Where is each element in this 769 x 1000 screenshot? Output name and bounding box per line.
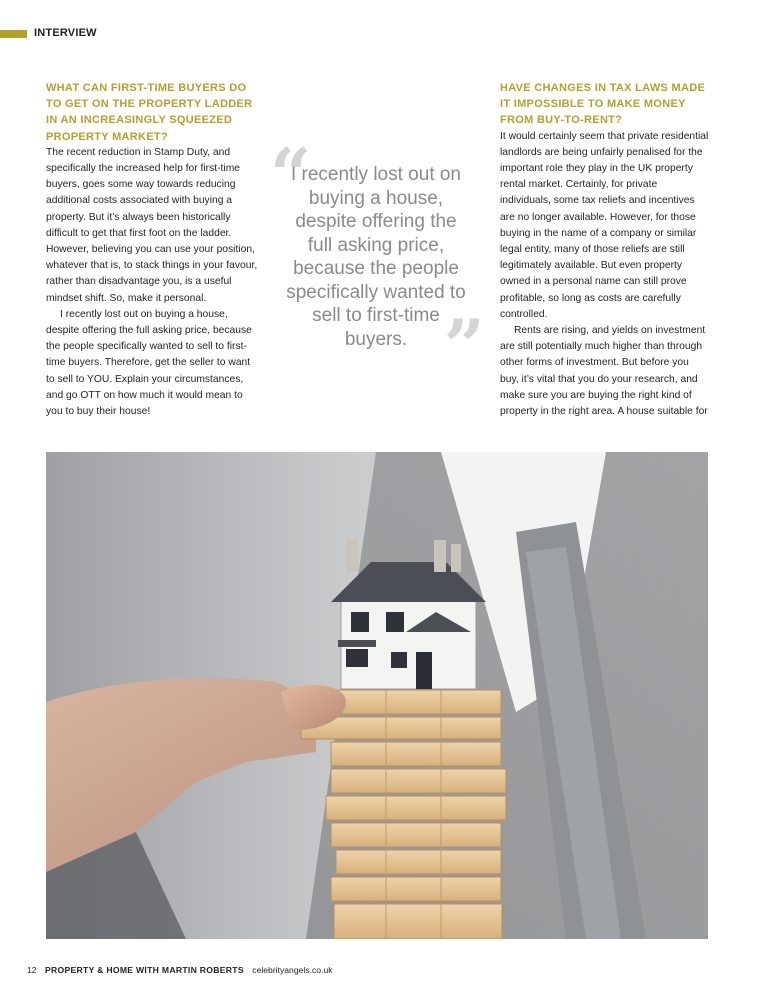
- left-column: [46, 80, 258, 420]
- left-column-heading: WHAT CAN FIRST-TIME BUYERS DO TO GET ON THE PROPERTY LADDER IN AN INCREASINGLY SQUEEZED PROPERTY MARKET?: [46, 82, 253, 143]
- section-label: INTERVIEW: [34, 27, 97, 39]
- close-quote-mark: ”: [443, 303, 485, 388]
- open-quote-mark: “: [270, 132, 312, 217]
- article-photo: [46, 452, 708, 939]
- website-link[interactable]: celebrityangels.co.uk: [252, 965, 333, 975]
- right-column-paragraph: Rents are rising, and yields on investment are still potentially much higher than through other forms of investment. But before you buy, it’s vital that you do your research, and make sure you are buying the right kind of property in the right area. A house suitable for: [500, 325, 708, 418]
- page-footer: [27, 965, 333, 975]
- right-column-paragraph: It would certainly seem that private residential landlords are being unfairly penalised for the important role they play in the UK property rental market. Certainly, for private individuals, some tax reliefs and incentives are no longer available. However, for those buying in the name of a company or similar legal entity, many of those reliefs are still legitimately available. But even property owned in a personal name can still prove profitable, so long as costs are carefully controlled.: [500, 130, 709, 320]
- pull-quote: [270, 132, 485, 388]
- right-column-heading: HAVE CHANGES IN TAX LAWS MADE IT IMPOSSIBLE TO MAKE MONEY FROM BUY-TO-RENT?: [500, 82, 706, 127]
- left-column-paragraph: The recent reduction in Stamp Duty, and specifically the increased help for first-time buyers, goes some way towards reducing additional costs associated with buying a property. But it’s always been historically difficult to get that first foot on the ladder. However, believing you can use your position, whatever that is, to stack things in your favour, rather than disadvantage you, is a useful mindset shift. So, make it personal.: [46, 146, 258, 304]
- pull-quote-text: I recently lost out on buying a house, despite offering the full asking price, because the people specifically wanted to sell to first-time buyers.: [286, 164, 466, 350]
- section-accent-bar: [0, 30, 27, 38]
- left-column-paragraph: I recently lost out on buying a house, despite offering the full asking price, because the people specifically wanted to sell to first-time buyers. Therefore, get the seller to want to sell to YOU. Explain your circumstances, and go OTT on how much it would mean to you to buy their house!: [46, 308, 252, 418]
- page-number: 12: [27, 965, 37, 975]
- house-on-blocks-illustration: [46, 452, 708, 939]
- right-column: [500, 80, 710, 420]
- publication-name: PROPERTY & HOME WITH MARTIN ROBERTS: [44, 965, 244, 975]
